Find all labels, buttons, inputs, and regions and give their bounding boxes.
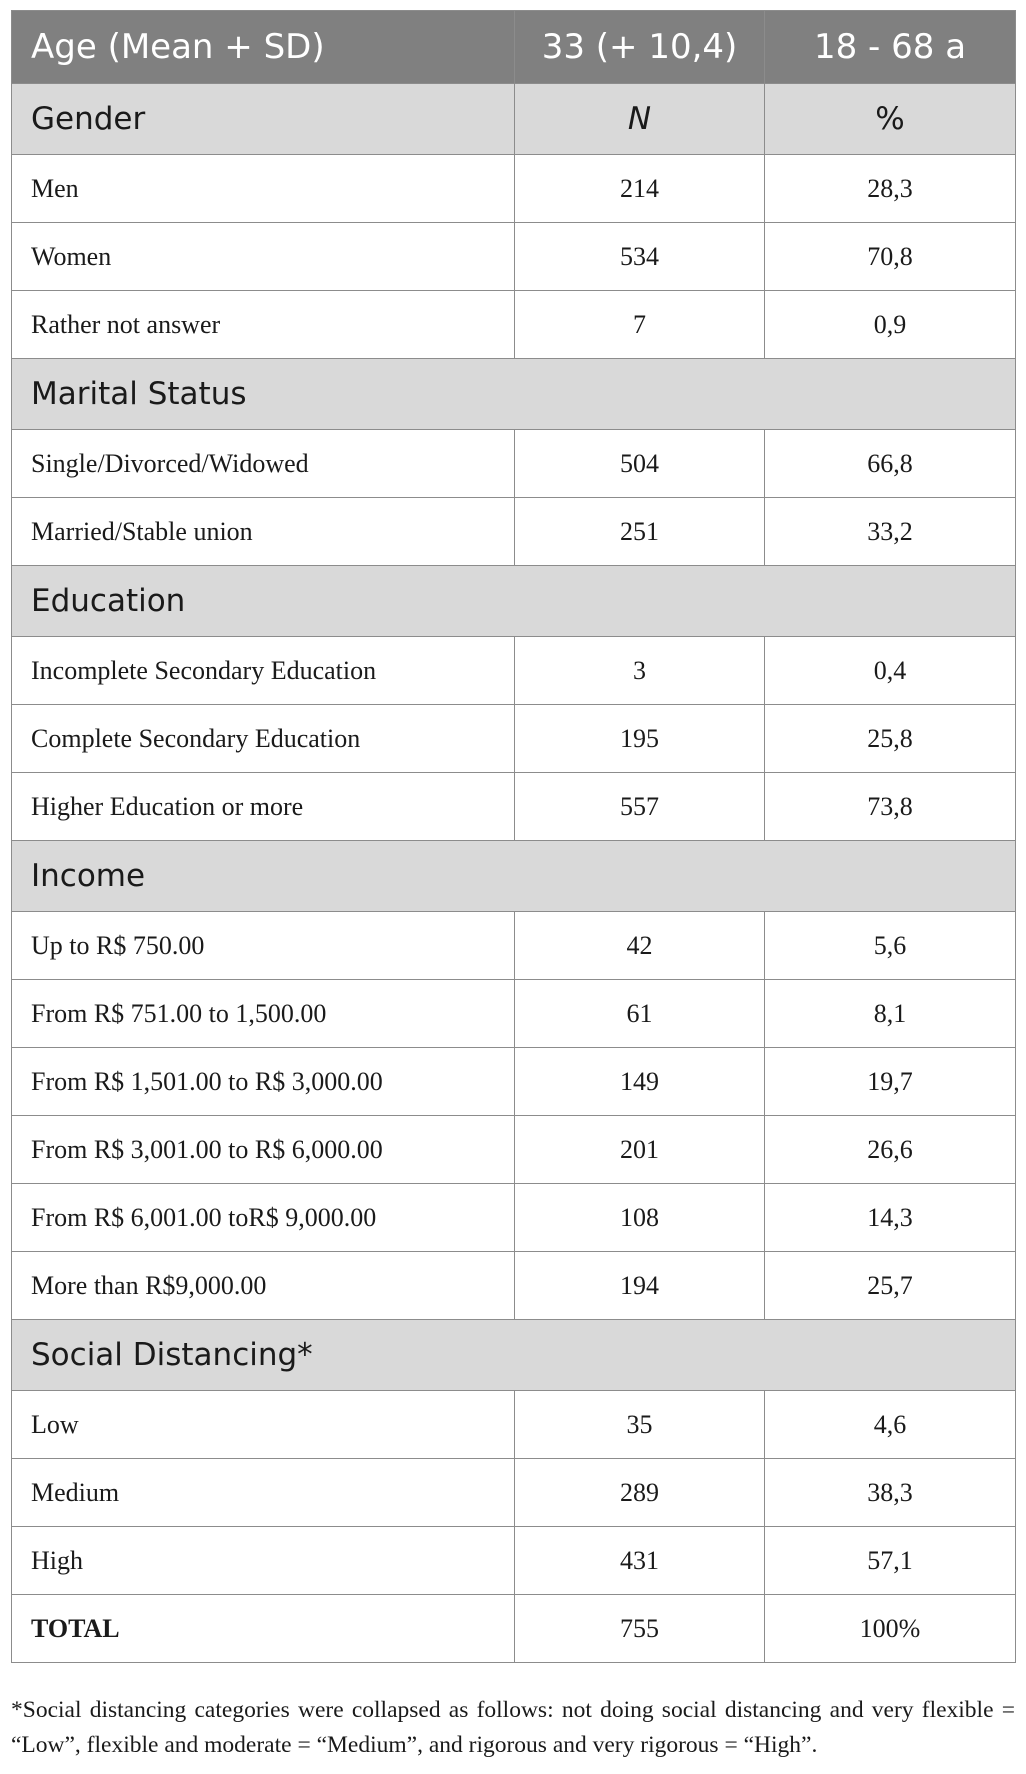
row-n: 251 <box>515 498 765 566</box>
row-label: High <box>12 1527 515 1595</box>
row-n: 557 <box>515 773 765 841</box>
section-gender <box>12 84 1016 155</box>
row-percent: 57,1 <box>765 1527 1016 1595</box>
section-title: Education <box>12 566 1016 637</box>
row-label: Complete Secondary Education <box>12 705 515 773</box>
row-n: 42 <box>515 912 765 980</box>
row-percent: 5,6 <box>765 912 1016 980</box>
row-label: More than R$9,000.00 <box>12 1252 515 1320</box>
row-n: 504 <box>515 430 765 498</box>
row-n: 149 <box>515 1048 765 1116</box>
table-row <box>12 223 1016 291</box>
row-percent: 38,3 <box>765 1459 1016 1527</box>
total-label: TOTAL <box>12 1595 515 1663</box>
row-n: 194 <box>515 1252 765 1320</box>
row-label: From R$ 751.00 to 1,500.00 <box>12 980 515 1048</box>
row-percent: 70,8 <box>765 223 1016 291</box>
age-label: Age (Mean + SD) <box>12 11 515 84</box>
section-marital-status <box>12 359 1016 430</box>
row-percent: 0,9 <box>765 291 1016 359</box>
row-label: From R$ 1,501.00 to R$ 3,000.00 <box>12 1048 515 1116</box>
table-row <box>12 1048 1016 1116</box>
section-title: Income <box>12 841 1016 912</box>
demographics-table <box>11 10 1016 1663</box>
table-row <box>12 291 1016 359</box>
row-percent: 25,8 <box>765 705 1016 773</box>
row-n: 214 <box>515 155 765 223</box>
row-label: Women <box>12 223 515 291</box>
total-n: 755 <box>515 1595 765 1663</box>
section-education <box>12 566 1016 637</box>
row-percent: 25,7 <box>765 1252 1016 1320</box>
row-label: Incomplete Secondary Education <box>12 637 515 705</box>
row-label: Higher Education or more <box>12 773 515 841</box>
row-percent: 73,8 <box>765 773 1016 841</box>
row-n: 61 <box>515 980 765 1048</box>
row-n: 201 <box>515 1116 765 1184</box>
row-n: 35 <box>515 1391 765 1459</box>
table-row <box>12 155 1016 223</box>
table-row <box>12 1184 1016 1252</box>
percent-column-header: % <box>765 84 1016 155</box>
table-header-row <box>12 11 1016 84</box>
table-row <box>12 498 1016 566</box>
table-row <box>12 705 1016 773</box>
section-title: Gender <box>12 84 515 155</box>
table-row <box>12 980 1016 1048</box>
table-footnote: *Social distancing categories were collapsed as follows: not doing social distancing and very flexible = “Low”, flexible and moderate = “Medium”, and rigorous and very rigorous = “High”. <box>11 1697 1015 1758</box>
row-label: Married/Stable union <box>12 498 515 566</box>
row-percent: 8,1 <box>765 980 1016 1048</box>
table-row <box>12 637 1016 705</box>
row-percent: 66,8 <box>765 430 1016 498</box>
row-label: Single/Divorced/Widowed <box>12 430 515 498</box>
table-row <box>12 912 1016 980</box>
row-n: 534 <box>515 223 765 291</box>
row-n: 431 <box>515 1527 765 1595</box>
age-mean-sd: 33 (+ 10,4) <box>515 11 765 84</box>
row-label: From R$ 6,001.00 toR$ 9,000.00 <box>12 1184 515 1252</box>
row-label: Medium <box>12 1459 515 1527</box>
row-percent: 33,2 <box>765 498 1016 566</box>
row-percent: 19,7 <box>765 1048 1016 1116</box>
table-row <box>12 1391 1016 1459</box>
table-row <box>12 430 1016 498</box>
row-percent: 4,6 <box>765 1391 1016 1459</box>
total-row <box>12 1595 1016 1663</box>
n-column-header: N <box>515 84 765 155</box>
row-label: Up to R$ 750.00 <box>12 912 515 980</box>
row-label: Men <box>12 155 515 223</box>
row-label: Rather not answer <box>12 291 515 359</box>
row-percent: 28,3 <box>765 155 1016 223</box>
row-n: 3 <box>515 637 765 705</box>
row-label: Low <box>12 1391 515 1459</box>
row-percent: 14,3 <box>765 1184 1016 1252</box>
section-title: Social Distancing* <box>12 1320 1016 1391</box>
row-percent: 0,4 <box>765 637 1016 705</box>
section-social-distancing <box>12 1320 1016 1391</box>
row-percent: 26,6 <box>765 1116 1016 1184</box>
table-row <box>12 1116 1016 1184</box>
age-range: 18 - 68 a <box>765 11 1016 84</box>
table-row <box>12 1527 1016 1595</box>
table-row <box>12 1459 1016 1527</box>
row-n: 289 <box>515 1459 765 1527</box>
section-income <box>12 841 1016 912</box>
row-n: 195 <box>515 705 765 773</box>
demographics-table-container <box>11 10 1015 1663</box>
table-row <box>12 773 1016 841</box>
row-n: 7 <box>515 291 765 359</box>
table-row <box>12 1252 1016 1320</box>
section-title: Marital Status <box>12 359 1016 430</box>
row-n: 108 <box>515 1184 765 1252</box>
row-label: From R$ 3,001.00 to R$ 6,000.00 <box>12 1116 515 1184</box>
total-percent: 100% <box>765 1595 1016 1663</box>
